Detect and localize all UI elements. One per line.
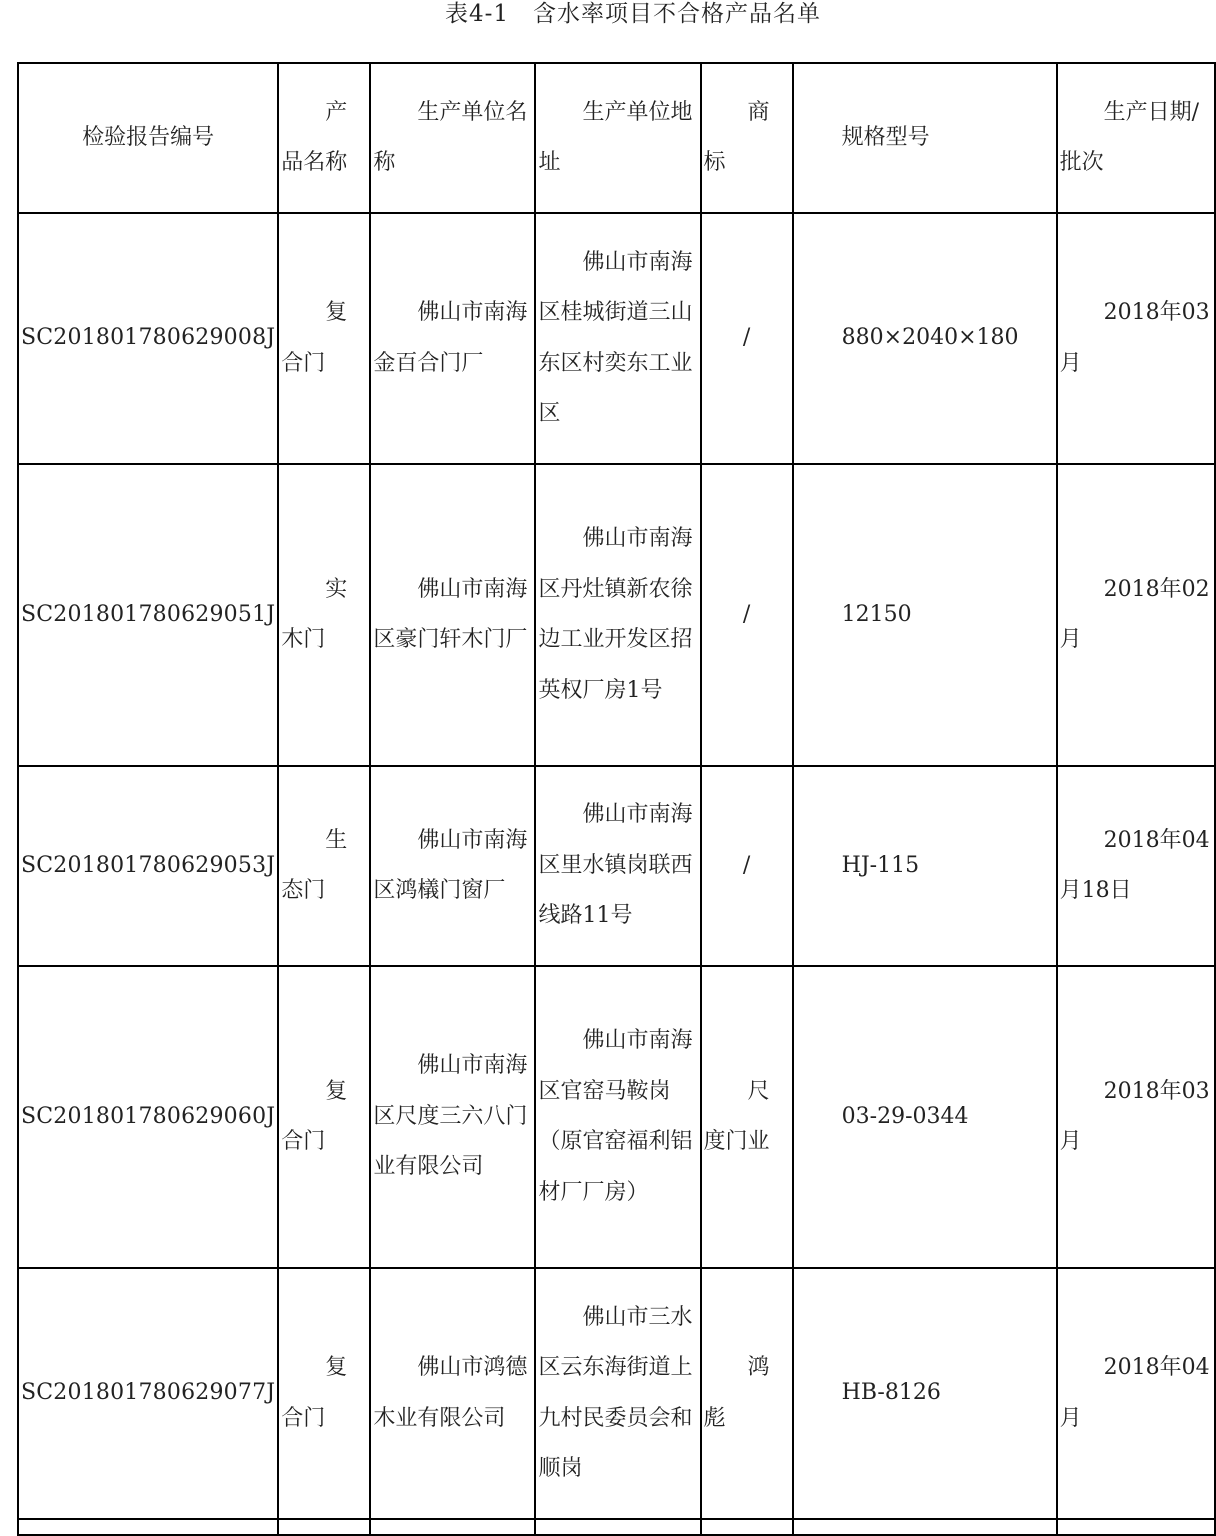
table-row [18, 766, 1215, 966]
header-producer-address: 生产单位地址 [535, 63, 700, 213]
table-row-continued [18, 1519, 1215, 1535]
cell-brand: / [701, 213, 793, 464]
cell-report-no: SC201801780629060J [18, 966, 278, 1268]
cell-producer-name: 佛山市南海区鸿檥门窗厂 [370, 766, 535, 966]
cell-date: 2018年03月 [1057, 966, 1215, 1268]
cell-spec: 03-29-0344 [793, 966, 1057, 1268]
cell-brand: 鸿彪 [701, 1268, 793, 1519]
cell-producer-address: 佛山市南海区里水镇岗联西线路11号 [535, 766, 700, 966]
cell-brand: / [701, 766, 793, 966]
cell-producer-address: 佛山市南海区丹灶镇新农徐边工业开发区招英权厂房1号 [535, 464, 700, 766]
header-date: 生产日期/批次 [1057, 63, 1215, 213]
cell-product-name: 复合门 [278, 213, 370, 464]
header-producer-name: 生产单位名称 [370, 63, 535, 213]
cell-spec: 12150 [793, 464, 1057, 766]
cell-report-no: SC201801780629008J [18, 213, 278, 464]
cell-spec: HJ-115 [793, 766, 1057, 966]
cell-date: 2018年03月 [1057, 213, 1215, 464]
table-title: 表4-1 含水率项目不合格产品名单 [444, 1, 822, 27]
cell-report-no: SC201801780629077J [18, 1268, 278, 1519]
header-product-name: 产品名称 [278, 63, 370, 213]
cell-producer-name: 佛山市南海金百合门厂 [370, 213, 535, 464]
cell-spec: 880×2040×180 [793, 213, 1057, 464]
table-row [18, 1268, 1215, 1519]
cell-product-name: 复合门 [278, 1268, 370, 1519]
cell-producer-address: 佛山市南海区桂城街道三山东区村奕东工业区 [535, 213, 700, 464]
table-row [18, 213, 1215, 464]
cell-product-name: 生态门 [278, 766, 370, 966]
cell-producer-address: 佛山市南海区官窑马鞍岗（原官窑福利铝材厂厂房） [535, 966, 700, 1268]
cell-producer-name: 佛山市南海区尺度三六八门业有限公司 [370, 966, 535, 1268]
header-brand: 商标 [701, 63, 793, 213]
cell-producer-address: 佛山市三水区云东海街道上九村民委员会和顺岗 [535, 1268, 700, 1519]
table-row [18, 966, 1215, 1268]
header-row [18, 63, 1215, 213]
cell-producer-name: 佛山市南海区豪门轩木门厂 [370, 464, 535, 766]
cell-date: 2018年02月 [1057, 464, 1215, 766]
cell-product-name: 复合门 [278, 966, 370, 1268]
header-spec: 规格型号 [793, 63, 1057, 213]
cell-brand: 尺度门业 [701, 966, 793, 1268]
unqualified-products-table [17, 62, 1216, 1536]
cell-spec: HB-8126 [793, 1268, 1057, 1519]
cell-product-name: 实木门 [278, 464, 370, 766]
header-report-no: 检验报告编号 [18, 63, 278, 213]
table-row [18, 464, 1215, 766]
cell-date: 2018年04月 [1057, 1268, 1215, 1519]
cell-report-no: SC201801780629053J [18, 766, 278, 966]
cell-brand: / [701, 464, 793, 766]
cell-producer-name: 佛山市鸿德木业有限公司 [370, 1268, 535, 1519]
cell-date: 2018年04月18日 [1057, 766, 1215, 966]
cell-report-no: SC201801780629051J [18, 464, 278, 766]
